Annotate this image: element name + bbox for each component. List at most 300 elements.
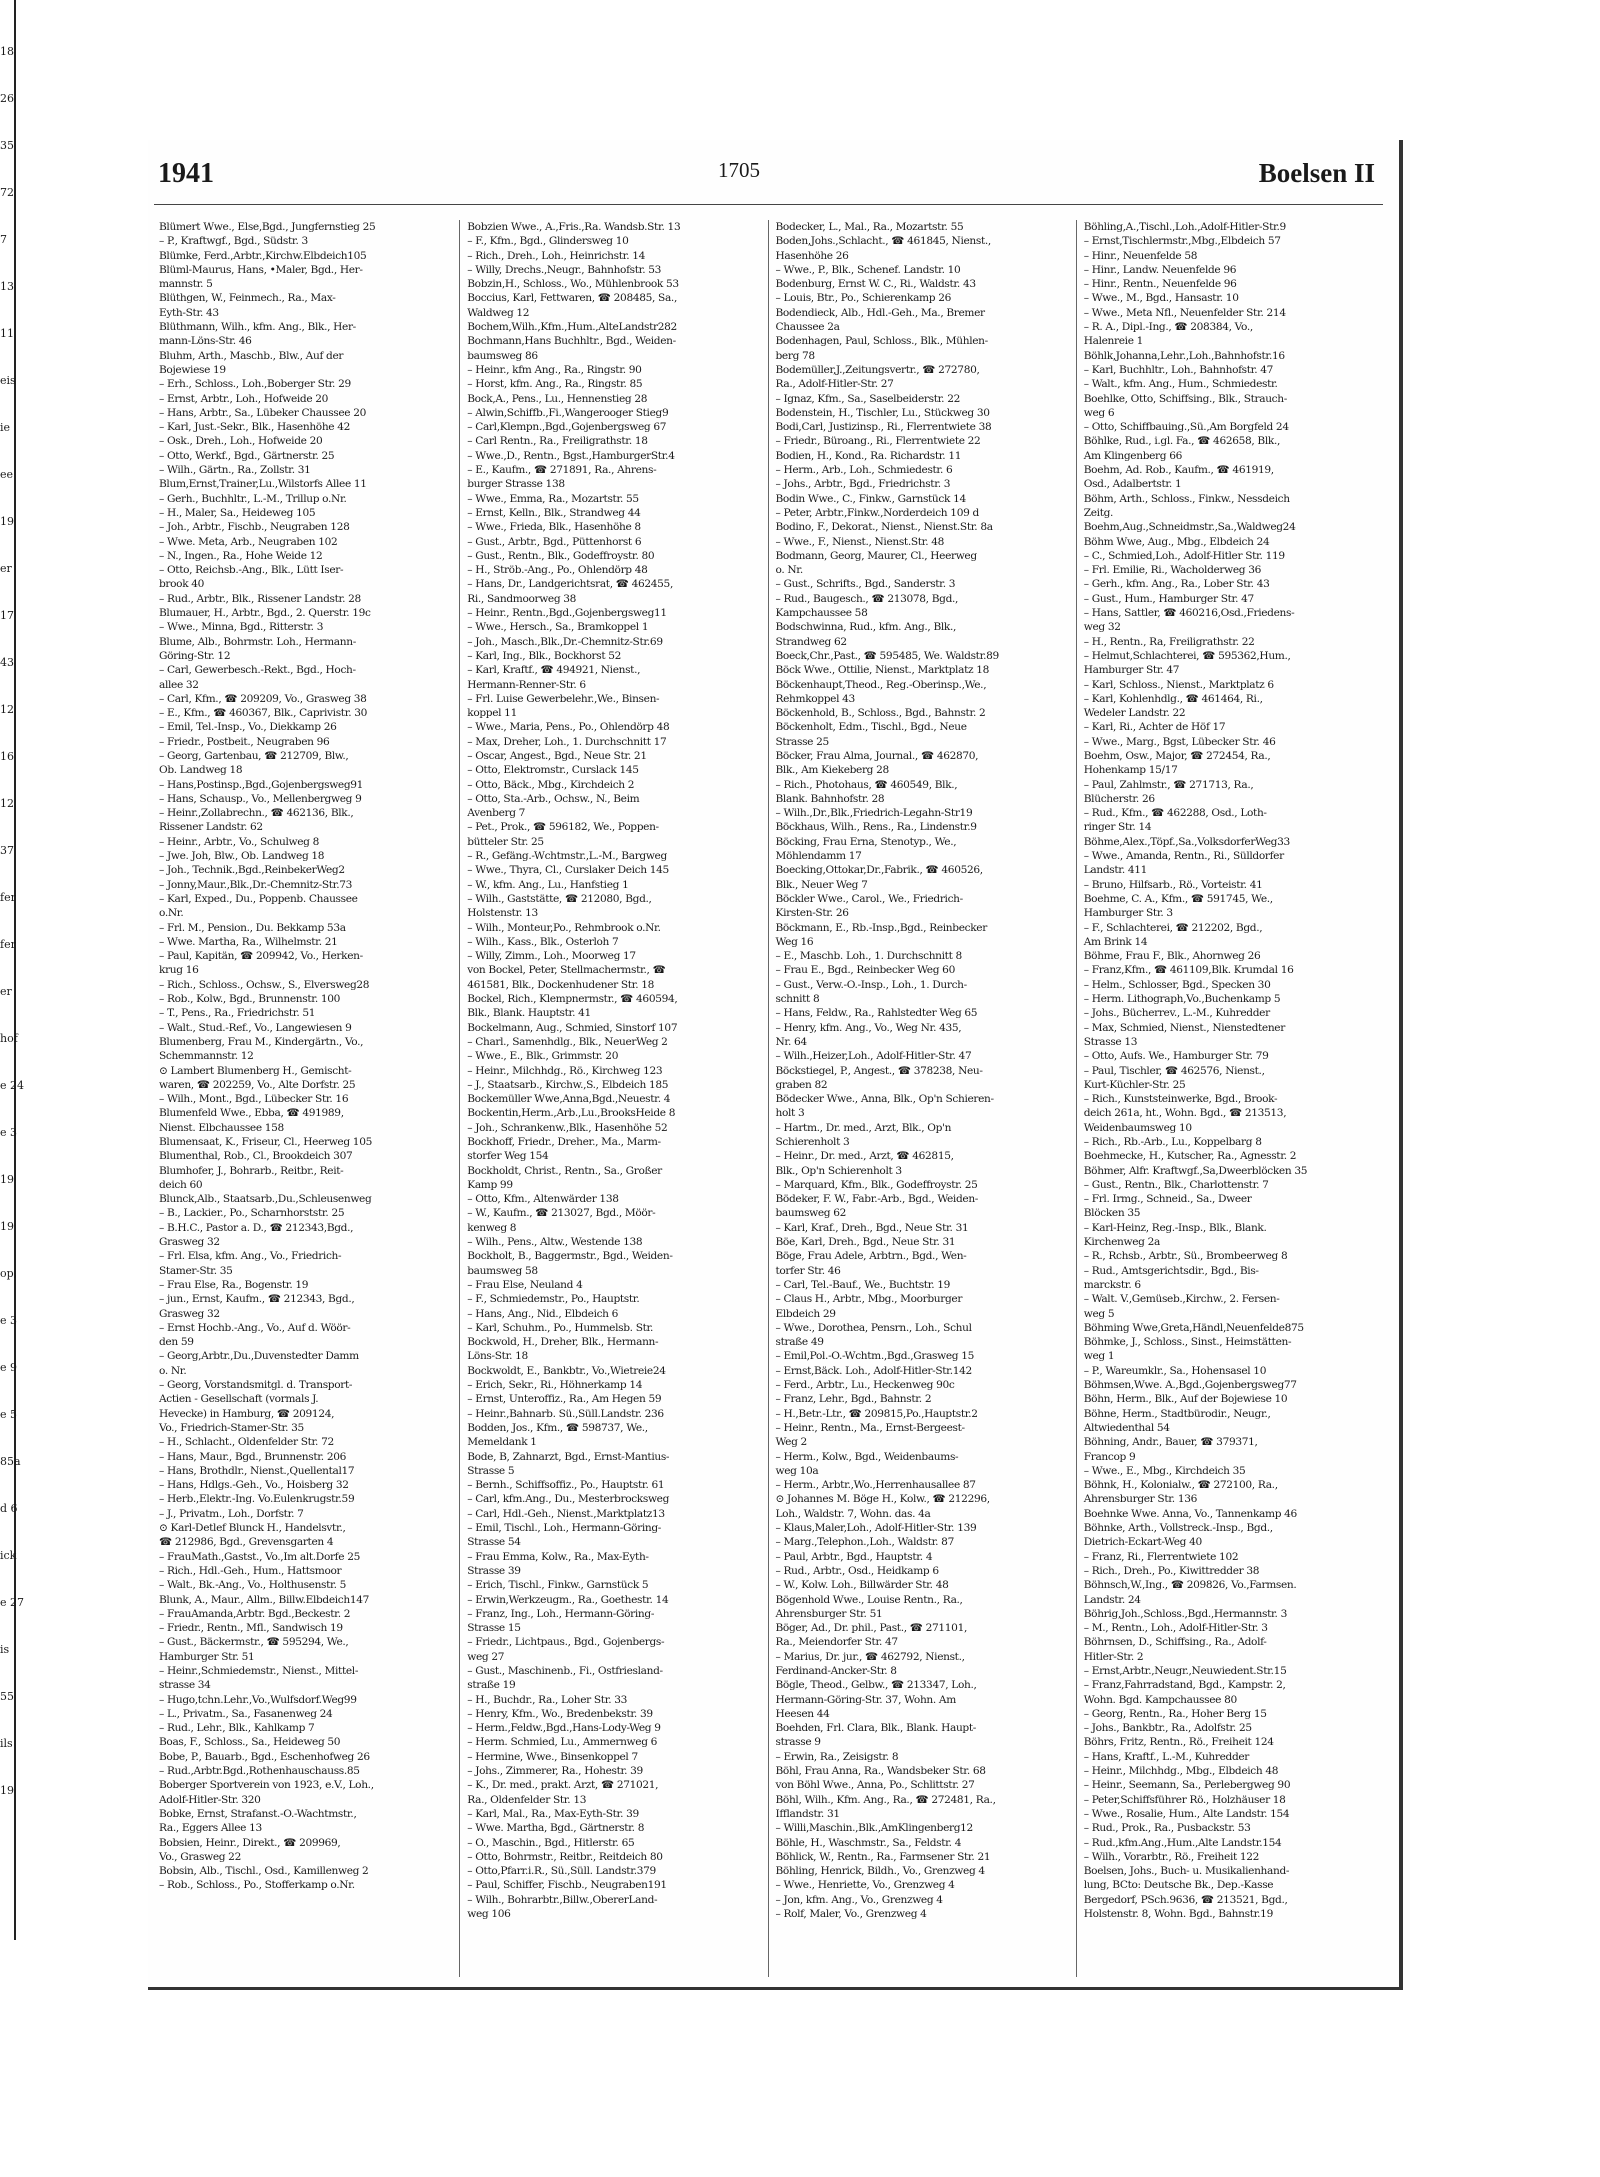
directory-entry: – Louis, Btr., Po., Schierenkamp 26: [775, 292, 951, 305]
directory-entry: – Karl, Kohlenhdlg., ☎ 461464, Ri.,: [1083, 692, 1263, 705]
margin-fragment: 55: [0, 1690, 14, 1703]
directory-entry: weg 106: [467, 1908, 511, 1921]
directory-entry: – Emil, Tel.-Insp., Vo., Diekkamp 26: [159, 721, 337, 734]
directory-entry: Ra., Meiendorfer Str. 47: [775, 1636, 898, 1649]
directory-entry: 461581, Blk., Dockenhudener Str. 18: [467, 978, 655, 991]
directory-entry: Blum,Ernst,Trainer,Lu.,Wilstorfs Allee 11: [159, 478, 367, 491]
directory-entry: – Joh., Technik.,Bgd.,ReinbekerWeg2: [159, 864, 345, 877]
directory-entry: graben 82: [775, 1078, 828, 1091]
directory-entry: – Franz, Ri., Flerrentwiete 102: [1083, 1550, 1239, 1563]
directory-entry: Bobsien, Heinr., Direkt., ☎ 209969,: [159, 1836, 341, 1849]
directory-entry: Blumensaat, K., Friseur, Cl., Heerweg 105: [159, 1136, 372, 1148]
directory-entry: – Erwin, Ra., Zeisigstr. 8: [775, 1750, 899, 1763]
directory-entry: – Wwe., Maria, Pens., Po., Ohlendörp 48: [467, 721, 670, 734]
directory-entry: ⊙ Karl-Detlef Blunck H., Handelsvtr.,: [159, 1522, 346, 1535]
directory-entry: Ob. Landweg 18: [159, 764, 243, 777]
directory-entry: – Gust., Hum., Hamburger Str. 47: [1083, 592, 1254, 605]
directory-entry: Bobke, Ernst, Strafanst.-O.-Wachtmstr.,: [159, 1807, 357, 1820]
directory-entry: Boehlke, Otto, Schiffsing., Blk., Strauch-: [1083, 392, 1287, 405]
directory-entry: – Rud.,kfm.Ang.,Hum.,Alte Landstr.154: [1083, 1836, 1282, 1849]
directory-entry: – Hinr., Landw. Neuenfelde 96: [1083, 263, 1237, 276]
directory-entry: Blumhofer, J., Bohrarb., Reitbr., Reit-: [159, 1164, 344, 1177]
directory-entry: Bockemüller Wwe,Anna,Bgd.,Neuestr. 4: [467, 1093, 671, 1106]
directory-entry: – J., Privatm., Loh., Dorfstr. 7: [159, 1507, 304, 1520]
directory-entry: – Erich, Tischl., Finkw., Garnstück 5: [467, 1579, 649, 1592]
directory-entry: Bodino, F., Dekorat., Nienst., Nienst.Str. 8a: [775, 521, 993, 534]
directory-entry: – Ernst,Arbtr.,Neugr.,Neuwiedent.Str.15: [1083, 1664, 1287, 1677]
column-1: [156, 220, 460, 1977]
directory-entry: – Hans, Sattler, ☎ 460216,Osd.,Friedens-: [1083, 607, 1295, 620]
directory-entry: Blüthmann, Wilh., kfm. Ang., Blk., Her-: [159, 321, 356, 334]
directory-entry: Hamburger Str. 51: [159, 1650, 255, 1663]
directory-entry: Weg 16: [775, 935, 814, 948]
directory-entry: – Gust., Maschinenb., Fi., Ostfriesland-: [467, 1664, 663, 1677]
directory-entry: Bochem,Wilh.,Kfm.,Hum.,AlteLandstr282: [467, 321, 677, 334]
directory-entry: – Rob., Kolw., Bgd., Brunnenstr. 100: [159, 993, 341, 1006]
directory-entry: Böckmann, E., Rb.-Insp.,Bgd., Reinbecker: [775, 921, 987, 934]
directory-entry: – Rud., Kfm., ☎ 462288, Osd., Loth-: [1083, 807, 1267, 820]
directory-entry: – Emil,Pol.-O.-Wchtm.,Bgd.,Grasweg 15: [775, 1350, 974, 1363]
margin-fragment: 18: [0, 45, 14, 58]
directory-entry: Löns-Str. 18: [467, 1350, 528, 1363]
directory-entry: – Carl, Tel.-Bauf., We., Buchtstr. 19: [775, 1278, 951, 1291]
directory-entry: storfer Weg 154: [467, 1150, 549, 1163]
directory-entry: – E., Kfm., ☎ 460367, Blk., Caprivistr. 30: [159, 707, 368, 720]
directory-page: [148, 140, 1403, 1990]
directory-entry: Böhl, Frau Anna, Ra., Wandsbeker Str. 68: [775, 1765, 986, 1778]
directory-entry: Kirchenweg 2a: [1083, 1236, 1160, 1249]
directory-entry: – B.H.C., Pastor a. D., ☎ 212343,Bgd.,: [159, 1221, 354, 1234]
directory-entry: – Rich., Hdl.-Geh., Hum., Hattsmoor: [159, 1564, 342, 1577]
directory-entry: – Karl, Schuhm., Po., Hummelsb. Str.: [467, 1321, 654, 1334]
directory-entry: Bockentin,Herm.,Arb.,Lu.,BrooksHeide 8: [467, 1107, 676, 1120]
directory-entry: – Gust., Rentn., Blk., Charlottenstr. 7: [1083, 1178, 1269, 1191]
directory-entry: Böhme,Alex.,Töpf.,Sa.,VolksdorferWeg33: [1083, 835, 1290, 848]
directory-entry: – Peter, Arbtr.,Finkw.,Norderdeich 109 d: [775, 506, 979, 519]
directory-entry: Blümert Wwe., Else,Bgd., Jungfernstieg 25: [159, 221, 376, 233]
directory-entry: – Otto, Bäck., Mbg., Kirchdeich 2: [467, 778, 635, 791]
directory-entry: – H., Ströb.-Ang., Po., Ohlendörp 48: [467, 564, 648, 577]
directory-entry: – Heinr., Rentn., Ma., Ernst-Bergeest-: [775, 1421, 965, 1434]
directory-entry: – Ernst, Unteroffiz., Ra., Am Hegen 59: [467, 1393, 662, 1406]
margin-fragment: e 5: [0, 1408, 18, 1421]
directory-entry: Bojewiese 19: [159, 363, 226, 376]
directory-entry: – Paul, Tischler, ☎ 462576, Nienst.,: [1083, 1064, 1265, 1077]
directory-entry: – Hinr., Neuenfelde 58: [1083, 249, 1198, 262]
directory-entry: – Ernst Hochb.-Ang., Vo., Auf d. Wöör-: [159, 1321, 351, 1334]
directory-entry: weg 10a: [775, 1464, 819, 1477]
directory-entry: – Karl, Just.-Sekr., Blk., Hasenhöhe 42: [159, 421, 351, 434]
directory-entry: Strasse 39: [467, 1564, 521, 1577]
directory-entry: Strasse 13: [1083, 1035, 1138, 1048]
directory-entry: – Hans, Maur., Bgd., Brunnenstr. 206: [159, 1450, 347, 1463]
margin-fragment: 19: [0, 1173, 14, 1186]
directory-entry: Strasse 25: [775, 735, 829, 748]
directory-entry: – Bernh., Schiffsoffiz., Po., Hauptstr. 61: [467, 1479, 665, 1492]
directory-entry: Wohn. Bgd. Kampchaussee 80: [1083, 1693, 1237, 1706]
directory-entry: – Walt., Stud.-Ref., Vo., Langewiesen 9: [159, 1021, 352, 1034]
directory-entry: Hamburger Str. 47: [1083, 664, 1180, 677]
directory-entry: – Otto, Kfm., Altenwärder 138: [467, 1193, 619, 1206]
directory-entry: Waldweg 12: [467, 306, 530, 319]
directory-entry: Stamer-Str. 35: [159, 1264, 233, 1277]
directory-entry: – Carl, Kfm., ☎ 209209, Vo., Grasweg 38: [159, 692, 367, 705]
directory-entry: Strasse 5: [467, 1464, 515, 1477]
directory-entry: Bodecker, L., Mal., Ra., Mozartstr. 55: [775, 221, 964, 233]
directory-entry: – Jwe. Joh, Blw., Ob. Landweg 18: [159, 850, 325, 863]
directory-entry: – Carl, Gewerbesch.-Rekt., Bgd., Hoch-: [159, 664, 356, 677]
directory-entry: Böhling, Henrick, Bildh., Vo., Grenzweg 4: [775, 1865, 985, 1878]
directory-entry: weg 6: [1083, 406, 1115, 419]
directory-entry: Böger, Ad., Dr. phil., Past., ☎ 271101,: [775, 1622, 967, 1635]
directory-entry: – Frl. Irmg., Schneid., Sa., Dweer: [1083, 1193, 1252, 1206]
directory-entry: Bockholdt, Christ., Rentn., Sa., Großer: [467, 1164, 662, 1177]
directory-entry: – Frl. Emilie, Ri., Wacholderweg 36: [1083, 564, 1262, 577]
directory-entry: – Oscar, Angest., Bgd., Neue Str. 21: [467, 749, 647, 762]
directory-entry: – Rud., Amtsgerichtsdir., Bgd., Bis-: [1083, 1264, 1259, 1277]
directory-entry: deich 261a, ht., Wohn. Bgd., ☎ 213513,: [1083, 1107, 1287, 1120]
directory-entry: – Herm.,Feldw.,Bgd.,Hans-Lody-Weg 9: [467, 1722, 661, 1735]
directory-entry: – Joh., Schrankenw.,Blk., Hasenhöhe 52: [467, 1121, 668, 1134]
directory-entry: – Karl, Schloss., Nienst., Marktplatz 6: [1083, 678, 1274, 691]
directory-entry: Bodenstein, H., Tischler, Lu., Stückweg 30: [775, 406, 990, 419]
margin-fragment: e 9: [0, 1361, 18, 1374]
directory-entry: Böge, Frau Adele, Arbtrn., Bgd., Wen-: [775, 1250, 967, 1263]
directory-entry: – Wilh., Mont., Bgd., Lübecker Str. 16: [159, 1093, 349, 1106]
directory-entry: krug 16: [159, 964, 199, 977]
directory-entry: Böcker, Frau Alma, Journal., ☎ 462870,: [775, 749, 979, 762]
margin-fragment: op,: [0, 1267, 18, 1280]
directory-entry: – Ernst, Kelln., Blk., Strandweg 44: [467, 506, 641, 519]
directory-entry: Boehnke Wwe. Anna, Vo., Tannenkamp 46: [1083, 1507, 1297, 1520]
directory-entry: Böhnk, H., Kolonialw., ☎ 272100, Ra.,: [1083, 1479, 1278, 1492]
directory-entry: – Wilh., Pens., Altw., Westende 138: [467, 1236, 643, 1249]
directory-entry: Nienst. Elbchaussee 158: [159, 1121, 284, 1134]
directory-entry: holt 3: [775, 1107, 805, 1120]
directory-entry: Blumenthal, Rob., Cl., Brookdeich 307: [159, 1150, 353, 1163]
directory-entry: Blöcken 35: [1083, 1207, 1141, 1220]
directory-entry: – R., Gefäng.-Wchtmstr.,L.-M., Bargweg: [467, 850, 667, 863]
directory-entry: Böhnsch,W.,Ing., ☎ 209826, Vo.,Farmsen.: [1083, 1579, 1297, 1592]
directory-entry: – Ferd., Arbtr., Lu., Heckenweg 90c: [775, 1379, 955, 1392]
directory-entry: den 59: [159, 1336, 194, 1349]
directory-entry: Boecking,Ottokar,Dr.,Fabrik., ☎ 460526,: [775, 864, 983, 877]
directory-entry: – Heinr.,Zollabrechn., ☎ 462136, Blk.,: [159, 807, 354, 820]
directory-entry: – Otto, Schiffbauing.,Sü.,Am Borgfeld 24: [1083, 421, 1289, 434]
directory-entry: – B., Lackier., Po., Scharnhorststr. 25: [159, 1207, 345, 1220]
directory-entry: o. Nr.: [159, 1364, 187, 1377]
directory-entry: Bockholt, B., Baggermstr., Bgd., Weiden-: [467, 1250, 673, 1263]
directory-entry: Möhlendamm 17: [775, 850, 862, 863]
directory-entry: Rissener Landstr. 62: [159, 821, 263, 834]
directory-entry: Böhlke, Rud., i.gl. Fa., ☎ 462658, Blk.,: [1083, 435, 1281, 448]
directory-entry: – Hans, Kraftf., L.-M., Kuhredder: [1083, 1750, 1250, 1763]
directory-entry: Schemmannstr. 12: [159, 1050, 254, 1063]
directory-entry: Holstenstr. 13: [467, 907, 538, 920]
directory-entry: Blk., Blank. Hauptstr. 41: [467, 1007, 591, 1020]
directory-entry: Heesen 44: [775, 1707, 830, 1720]
directory-entry: – T., Pens., Ra., Friedrichstr. 51: [159, 1007, 316, 1020]
directory-entry: Bödeker, F. W., Fabr.-Arb., Bgd., Weiden-: [775, 1193, 979, 1206]
directory-entry: Bodenhagen, Paul, Schloss., Blk., Mühlen-: [775, 335, 988, 348]
directory-entry: burger Strasse 138: [467, 478, 565, 491]
directory-entry: Böhne, Herm., Stadtbürodir., Neugr.,: [1083, 1407, 1271, 1420]
directory-entry: – Rud., Lehr., Blk., Kahlkamp 7: [159, 1722, 315, 1735]
directory-entry: Bögenhold Wwe., Louise Rentn., Ra.,: [775, 1593, 963, 1606]
directory-entry: – Wwe., Henriette, Vo., Grenzweg 4: [775, 1879, 955, 1892]
directory-entry: Strandweg 62: [775, 635, 847, 648]
directory-entry: baumsweg 58: [467, 1264, 538, 1277]
directory-entry: Blücherstr. 26: [1083, 792, 1155, 805]
directory-entry: Rehmkoppel 43: [775, 692, 855, 705]
directory-entry: Am Klingenberg 66: [1083, 449, 1182, 462]
directory-entry: Bockwold, H., Dreher, Blk., Hermann-: [467, 1336, 659, 1349]
directory-entry: – Friedr., Lichtpaus., Bgd., Gojenbergs-: [467, 1636, 665, 1649]
directory-entry: – Wwe., Amanda, Rentn., Ri., Sülldorfer: [1083, 850, 1284, 863]
directory-entry: – Frau Else, Ra., Bogenstr. 19: [159, 1278, 309, 1291]
directory-entry: – Friedr., Postbeit., Neugraben 96: [159, 735, 330, 748]
directory-entry: – Hans,Postinsp.,Bgd.,Gojenbergsweg91: [159, 778, 364, 791]
directory-entry: – Peter,Schiffsführer Rö., Holzhäuser 18: [1083, 1793, 1286, 1806]
directory-entry: Weg 2: [775, 1436, 807, 1449]
directory-entry: Elbdeich 29: [775, 1307, 836, 1320]
margin-fragment: ick: [0, 1549, 17, 1562]
directory-entry: – Paul, Zahlmstr., ☎ 271713, Ra.,: [1083, 778, 1254, 791]
directory-entry: – Carl Rentn., Ra., Freiligrathstr. 18: [467, 435, 648, 448]
directory-entry: – R., Rchsb., Arbtr., Sü., Brombeerweg 8: [1083, 1250, 1288, 1263]
directory-entry: – Karl, Kraftf., ☎ 494921, Nienst.,: [467, 664, 641, 677]
directory-entry: – Otto, Werkf., Bgd., Gärtnerstr. 25: [159, 449, 335, 462]
directory-entry: Bobzin,H., Schloss., Wo., Mühlenbrook 53: [467, 278, 679, 291]
directory-entry: – Johs., Bankbtr., Ra., Adolfstr. 25: [1083, 1722, 1252, 1735]
directory-entry: – Alwin,Schiffb.,Fi.,Wangerooger Stieg9: [467, 406, 669, 419]
directory-entry: – Georg, Rentn., Ra., Hoher Berg 15: [1083, 1707, 1267, 1720]
directory-entry: straße 49: [775, 1336, 824, 1349]
page-header: [148, 140, 1399, 214]
directory-entry: strasse 9: [775, 1736, 821, 1749]
directory-entry: weg 5: [1083, 1307, 1115, 1320]
directory-entry: – Karl, Exped., Du., Poppenb. Chaussee: [159, 892, 358, 905]
directory-entry: – Hermine, Wwe., Binsenkoppel 7: [467, 1750, 638, 1763]
directory-entry: Bodien, H., Kond., Ra. Richardstr. 11: [775, 449, 962, 462]
directory-entry: – Bruno, Hilfsarb., Rö., Vorteistr. 41: [1083, 878, 1263, 891]
directory-entry: – Willy, Zimm., Loh., Moorweg 17: [467, 950, 636, 963]
directory-entry: – Helm., Schlosser, Bgd., Specken 30: [1083, 978, 1271, 991]
directory-entry: Böhrs, Fritz, Rentn., Rö., Freiheit 124: [1083, 1736, 1274, 1749]
directory-entry: Blüthgen, W., Feinmech., Ra., Max-: [159, 292, 336, 305]
directory-entry: – Carl, Hdl.-Geh., Nienst.,Marktplatz13: [467, 1507, 665, 1520]
directory-entry: Böhl, Wilh., Kfm. Ang., Ra., ☎ 272481, Ra.,: [775, 1793, 996, 1806]
directory-entry: – Gust., Bäckermstr., ☎ 595294, We.,: [159, 1636, 349, 1649]
directory-entry: Bobzien Wwe., A.,Fris.,Ra. Wandsb.Str. 13: [467, 221, 681, 233]
directory-entry: straße 19: [467, 1679, 516, 1692]
directory-entry: Böhmer, Alfr. Kraftwgf.,Sa,Dweerblöcken 35: [1083, 1164, 1308, 1177]
margin-fragment: 26: [0, 92, 14, 105]
directory-entry: – Carl,Klempn.,Bgd.,Gojenbergsweg 67: [467, 421, 667, 434]
directory-entry: Boelsen, Johs., Buch- u. Musikalienhand-: [1083, 1865, 1290, 1878]
margin-fragment: d 6: [0, 1502, 18, 1515]
directory-entry: Nr. 64: [775, 1035, 807, 1048]
directory-entry: – Heinr., Dr. med., Arzt, ☎ 462815,: [775, 1150, 954, 1163]
directory-entry: Halenreie 1: [1083, 335, 1144, 348]
directory-entry: – Karl, Mal., Ra., Max-Eyth-Str. 39: [467, 1807, 639, 1820]
header-rule: [154, 204, 1383, 205]
directory-entry: – Heinr., Milchhdg., Mbg., Elbdeich 48: [1083, 1765, 1279, 1778]
directory-entry: – F., Schmiedemstr., Po., Hauptstr.: [467, 1293, 640, 1306]
directory-entry: Vo., Grasweg 22: [159, 1850, 241, 1863]
directory-entry: Böhlick, W., Rentn., Ra., Farmsener Str. 21: [775, 1850, 991, 1863]
directory-entry: Boas, F., Schloss., Sa., Heideweg 50: [159, 1736, 341, 1749]
directory-entry: Blumauer, H., Arbtr., Bgd., 2. Querstr. 19c: [159, 607, 371, 620]
directory-entry: – jun., Ernst, Kaufm., ☎ 212343, Bgd.,: [159, 1293, 355, 1306]
directory-entry: – Max, Dreher, Loh., 1. Durchschnitt 17: [467, 735, 667, 748]
directory-entry: Hermann-Göring-Str. 37, Wohn. Am: [775, 1693, 956, 1706]
directory-entry: koppel 11: [467, 707, 517, 720]
directory-entry: – Johs., Arbtr., Bgd., Friedrichstr. 3: [775, 478, 951, 491]
directory-entry: – Gust., Arbtr., Bgd., Püttenhorst 6: [467, 535, 642, 548]
directory-entry: ringer Str. 14: [1083, 821, 1152, 834]
directory-entry: – W., Kolw. Loh., Billwärder Str. 48: [775, 1579, 949, 1592]
margin-fragment: 85a: [0, 1455, 21, 1468]
directory-entry: schnitt 8: [775, 993, 820, 1006]
directory-entry: – Wilh.,Dr.,Blk.,Friedrich-Legahn-Str19: [775, 807, 973, 820]
directory-entry: Böckstiegel, P., Angest., ☎ 378238, Neu-: [775, 1064, 983, 1077]
directory-entry: Osd., Adalbertstr. 1: [1083, 478, 1182, 491]
directory-entry: Bodemüller,J.,Zeitungsvertr., ☎ 272780,: [775, 363, 980, 376]
directory-entry: – Erich, Sekr., Ri., Höhnerkamp 14: [467, 1379, 643, 1392]
directory-entry: Strasse 15: [467, 1622, 521, 1635]
directory-entry: Boehm,Aug.,Schneidmstr.,Sa.,Waldweg24: [1083, 521, 1296, 534]
directory-entry: – Ernst,Tischlermstr.,Mbg.,Elbdeich 57: [1083, 235, 1281, 248]
directory-entry: Bobe, P., Bauarb., Bgd., Eschenhofweg 26: [159, 1750, 370, 1763]
directory-entry: – Hans, Schausp., Vo., Mellenbergweg 9: [159, 792, 362, 805]
directory-entry: baumsweg 86: [467, 349, 538, 362]
directory-entry: – Carl, kfm.Ang., Du., Mesterbrocksweg: [467, 1493, 670, 1506]
directory-entry: Kurt-Küchler-Str. 25: [1083, 1078, 1186, 1091]
directory-entry: – Gerh., Buchhltr., L.-M., Trillup o.Nr.: [159, 492, 347, 505]
directory-entry: Hitler-Str. 2: [1083, 1650, 1144, 1663]
directory-entry: – Wwe., Thyra, Cl., Curslaker Deich 145: [467, 864, 669, 877]
directory-entry: – Ernst, Arbtr., Loh., Hofweide 20: [159, 392, 329, 405]
directory-entry: – Wilh., Monteur,Po., Rehmbrook o.Nr.: [467, 921, 661, 934]
directory-entry: – Joh., Arbtr., Fischb., Neugraben 128: [159, 521, 350, 534]
directory-entry: – Jonny,Maur.,Blk.,Dr.-Chemnitz-Str.73: [159, 878, 353, 891]
directory-entry: Bödecker Wwe., Anna, Blk., Op'n Schieren-: [775, 1093, 994, 1106]
directory-entry: Altwiedenthal 54: [1083, 1421, 1170, 1434]
directory-entry: Francop 9: [1083, 1450, 1136, 1463]
directory-entry: Loh., Waldstr. 7, Wohn. das. 4a: [775, 1507, 931, 1520]
directory-entry: Böhle, H., Waschmstr., Sa., Feldstr. 4: [775, 1836, 962, 1849]
directory-entry: Böhnke, Arth., Vollstreck.-Insp., Bgd.,: [1083, 1522, 1273, 1535]
directory-entry: Kirsten-Str. 26: [775, 907, 849, 920]
directory-entry: – Karl, Kraf., Dreh., Bgd., Neue Str. 31: [775, 1221, 969, 1234]
directory-entry: Ra., Adolf-Hitler-Str. 27: [775, 378, 894, 391]
directory-entry: Wedeler Landstr. 22: [1083, 707, 1186, 720]
directory-entry: – Rob., Schloss., Po., Stofferkamp o.Nr.: [159, 1879, 355, 1892]
directory-entry: Landstr. 411: [1083, 864, 1148, 877]
directory-entry: – Pet., Prok., ☎ 596182, We., Poppen-: [467, 821, 659, 834]
directory-entry: – Wilh., Kass., Blk., Osterloh 7: [467, 935, 619, 948]
directory-entry: – Paul, Arbtr., Bgd., Hauptstr. 4: [775, 1550, 933, 1563]
directory-entry: – Hans, Brothdlr., Nienst.,Quellental17: [159, 1464, 355, 1477]
page-name-range: Boelsen II: [1258, 158, 1375, 188]
directory-entry: Bock,A., Pens., Lu., Hennenstieg 28: [467, 392, 648, 405]
directory-entry: – Frau Emma, Kolw., Ra., Max-Eyth-: [467, 1550, 649, 1563]
directory-entry: – R. A., Dipl.-Ing., ☎ 208384, Vo.,: [1083, 321, 1253, 334]
directory-entry: – Rich., Dreh., Po., Kiwittredder 38: [1083, 1564, 1260, 1577]
directory-entry: – Herm., Arbtr.,Wo.,Herrenhausallee 87: [775, 1479, 976, 1492]
directory-entry: – Rud., Arbtr., Blk., Rissener Landstr. 28: [159, 592, 361, 605]
directory-entry: Boehden, Frl. Clara, Blk., Blank. Haupt-: [775, 1722, 976, 1735]
directory-entry: Blunk, A., Maur., Allm., Billw.Elbdeich147: [159, 1593, 370, 1606]
directory-entry: Hamburger Str. 3: [1083, 907, 1173, 920]
directory-entry: Adolf-Hitler-Str. 320: [159, 1793, 261, 1806]
directory-entry: o.Nr.: [159, 907, 184, 920]
directory-entry: – L., Privatm., Sa., Fasanenweg 24: [159, 1707, 333, 1720]
directory-entry: Boberger Sportverein von 1923, e.V., Loh.,: [159, 1779, 374, 1792]
directory-entry: – Franz, Lehr., Bgd., Bahnstr. 2: [775, 1393, 932, 1406]
directory-entry: – Georg, Vorstandsmitgl. d. Transport-: [159, 1379, 353, 1392]
directory-entry: Bockwoldt, E., Bankbtr., Vo.,Wietreie24: [467, 1364, 666, 1377]
directory-entry: Dietrich-Eckart-Weg 40: [1083, 1536, 1202, 1549]
margin-fragment: 12: [0, 703, 14, 716]
directory-entry: – Herm., Arb., Loh., Schmiedestr. 6: [775, 464, 953, 477]
directory-entry: – H., Schlacht., Oldenfelder Str. 72: [159, 1436, 334, 1449]
directory-entry: – Hans, Ang., Nid., Elbdeich 6: [467, 1307, 619, 1320]
margin-fragment: 19: [0, 515, 14, 528]
directory-entry: Boeck,Chr.,Past., ☎ 595485, We. Waldstr.89: [775, 649, 999, 662]
directory-entry: – Wwe., Minna, Bgd., Ritterstr. 3: [159, 621, 324, 634]
directory-entry: – Ignaz, Kfm., Sa., Saselbeiderstr. 22: [775, 392, 960, 405]
directory-entry: – Wwe., E., Blk., Grimmstr. 20: [467, 1050, 619, 1063]
directory-entry: Boehme, C. A., Kfm., ☎ 591745, We.,: [1083, 892, 1273, 905]
margin-fragment: e 24: [0, 1079, 25, 1092]
directory-entry: Ahrensburger Str. 136: [1083, 1493, 1197, 1506]
directory-entry: Böhlk,Johanna,Lehr.,Loh.,Bahnhofstr.16: [1083, 349, 1285, 362]
margin-fragment: 43: [0, 656, 14, 669]
directory-entry: Blk., Neuer Weg 7: [775, 878, 868, 891]
page-year: 1941: [158, 158, 214, 189]
directory-entry: Ri., Sandmoorweg 38: [467, 592, 577, 605]
directory-entry: baumsweg 62: [775, 1207, 847, 1220]
directory-entry: – Wilh.,Heizer,Loh., Adolf-Hitler-Str. 47: [775, 1050, 972, 1063]
margin-fragment: er: [0, 562, 12, 575]
directory-entry: Kamp 99: [467, 1178, 513, 1191]
directory-entry: – Osk., Dreh., Loh., Hofweide 20: [159, 435, 323, 448]
directory-entry: – Gust., Verw.-O.-Insp., Loh., 1. Durch-: [775, 978, 967, 991]
margin-fragment: er: [0, 985, 12, 998]
directory-entry: – Friedr., Büroang., Ri., Flerrentwiete 22: [775, 435, 981, 448]
directory-entry: weg 1: [1083, 1350, 1115, 1363]
directory-entry: Holstenstr. 8, Wohn. Bgd., Bahnstr.19: [1083, 1908, 1273, 1921]
directory-entry: – Karl-Heinz, Reg.-Insp., Blk., Blank.: [1083, 1221, 1267, 1234]
directory-entry: – Hans, Dr., Landgerichtsrat, ☎ 462455,: [467, 578, 673, 591]
directory-entry: – Erh., Schloss., Loh.,Boberger Str. 29: [159, 378, 351, 391]
directory-entry: – Paul, Schiffer, Fischb., Neugraben191: [467, 1879, 667, 1892]
column-2: [464, 220, 768, 1977]
directory-entry: o. Nr.: [775, 564, 803, 577]
directory-entry: – Walt. V.,Gemüseb.,Kirchw., 2. Fersen-: [1083, 1293, 1280, 1306]
directory-entry: – Heinr., kfm Ang., Ra., Ringstr. 90: [467, 363, 642, 376]
directory-entry: – Otto, Sta.-Arb., Ochsw., N., Beim: [467, 792, 640, 805]
directory-entry: – Hinr., Rentn., Neuenfelde 96: [1083, 278, 1237, 291]
directory-entry: Eyth-Str. 43: [159, 306, 219, 319]
directory-entry: Grasweg 32: [159, 1236, 220, 1249]
directory-entry: – Franz,Fahrradstand, Bgd., Kampstr. 2,: [1083, 1679, 1286, 1692]
directory-entry: – Johs., Bücherrev., L.-M., Kuhredder: [1083, 1007, 1270, 1020]
directory-entry: – H.,Betr.-Ltr., ☎ 209815,Po.,Hauptstr.2: [775, 1407, 978, 1420]
directory-entry: – FrauMath.,Gastst., Vo.,Im alt.Dorfe 25: [159, 1550, 360, 1563]
